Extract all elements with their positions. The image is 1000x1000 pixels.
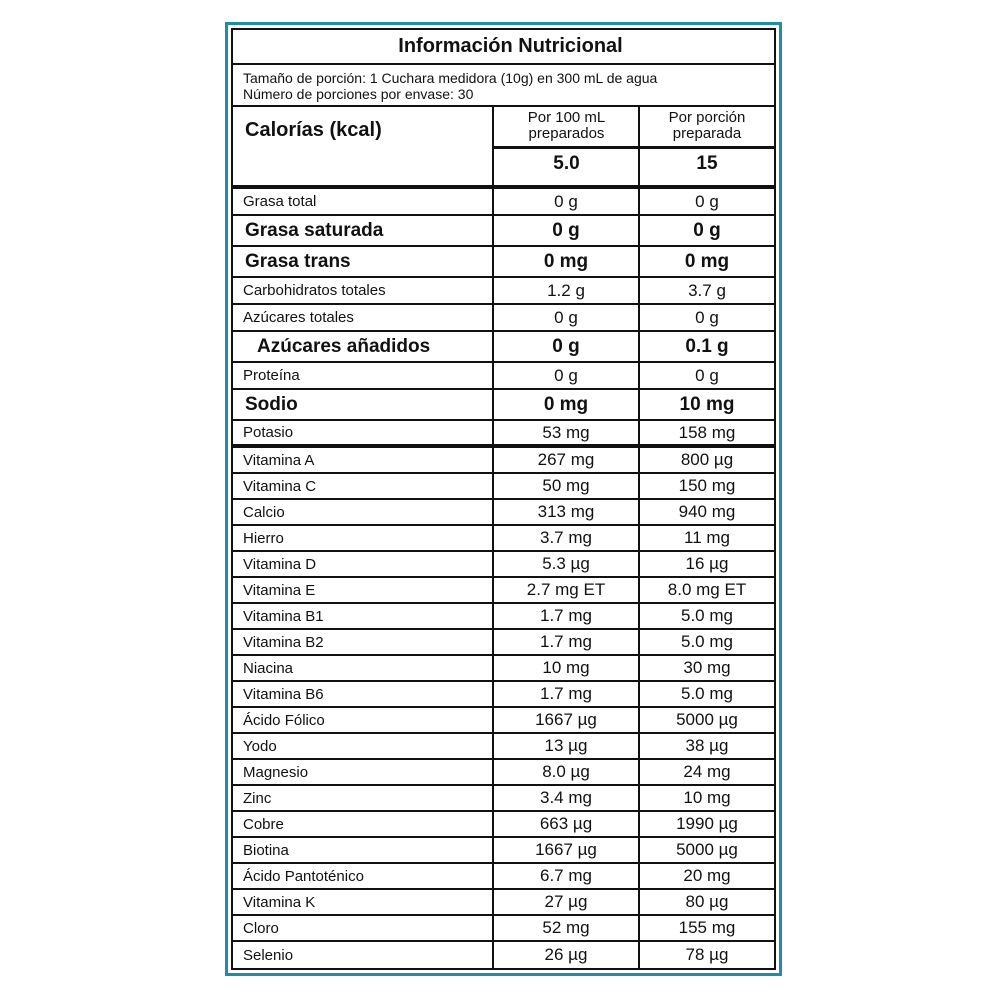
- value-per-serving: 30 mg: [638, 656, 774, 680]
- nutrient-name: Sodio: [245, 393, 298, 415]
- value-per-serving: 0 g: [638, 363, 774, 388]
- value-per-serving: 78 µg: [638, 942, 774, 968]
- value-per-100ml: 5.3 µg: [492, 552, 638, 576]
- value-per-serving: 80 µg: [638, 890, 774, 914]
- table-row: [233, 305, 774, 332]
- nutrient-name: Niacina: [243, 659, 294, 677]
- table-row: [233, 838, 774, 864]
- value-per-serving: 5000 µg: [638, 838, 774, 862]
- value-per-serving: 150 mg: [638, 474, 774, 498]
- value-per-100ml: 0 g: [492, 216, 638, 245]
- servings-per-container: Número de porciones por envase: 30: [243, 86, 474, 102]
- table-row: [233, 682, 774, 708]
- value-per-100ml: 10 mg: [492, 656, 638, 680]
- value-per-100ml: 8.0 µg: [492, 760, 638, 784]
- value-per-100ml: 13 µg: [492, 734, 638, 758]
- value-per-100ml: 2.7 mg ET: [492, 578, 638, 602]
- table-row: [233, 247, 774, 278]
- nutrient-name: Yodo: [243, 737, 277, 755]
- nutrition-label: [225, 22, 782, 976]
- value-per-serving: 5.0 mg: [638, 630, 774, 654]
- nutrient-name: Vitamina A: [243, 451, 315, 469]
- value-per-serving: 5.0 mg: [638, 682, 774, 706]
- nutrient-name: Zinc: [243, 789, 272, 807]
- table-row: [233, 363, 774, 390]
- calories-label: Calorías (kcal): [245, 119, 382, 141]
- table-row: [233, 864, 774, 890]
- serving-size: Tamaño de porción: 1 Cuchara medidora (10g) en 300 mL de agua: [243, 70, 658, 86]
- value-per-serving: 0.1 g: [638, 332, 774, 361]
- nutrition-table: [231, 28, 776, 970]
- value-per-100ml: 1667 µg: [492, 708, 638, 732]
- nutrient-name: Vitamina K: [243, 893, 316, 911]
- table-row: [233, 578, 774, 604]
- value-per-serving: 0 g: [638, 189, 774, 214]
- value-per-100ml: 1.7 mg: [492, 630, 638, 654]
- nutrient-name: Hierro: [243, 529, 284, 547]
- value-per-serving: 3.7 g: [638, 278, 774, 303]
- value-per-serving: 16 µg: [638, 552, 774, 576]
- value-per-serving: 0 g: [638, 305, 774, 330]
- value-per-100ml: 3.4 mg: [492, 786, 638, 810]
- serving-info: [233, 65, 774, 107]
- value-per-100ml: 26 µg: [492, 942, 638, 968]
- nutrient-name: Grasa trans: [245, 250, 351, 272]
- column-per-serving: [638, 107, 774, 185]
- nutrient-name: Grasa total: [243, 193, 317, 210]
- table-row: [233, 942, 774, 968]
- table-row: [233, 278, 774, 305]
- value-per-100ml: 0 mg: [492, 390, 638, 419]
- table-row: [233, 760, 774, 786]
- table-row: [233, 916, 774, 942]
- value-per-100ml: 6.7 mg: [492, 864, 638, 888]
- value-per-100ml: 0 g: [492, 332, 638, 361]
- nutrient-name: Magnesio: [243, 763, 309, 781]
- value-per-100ml: 0 mg: [492, 247, 638, 276]
- value-per-100ml: 1.2 g: [492, 278, 638, 303]
- table-row: [233, 604, 774, 630]
- value-per-100ml: 313 mg: [492, 500, 638, 524]
- table-row: [233, 216, 774, 247]
- nutrient-name: Potasio: [243, 424, 294, 441]
- table-row: [233, 474, 774, 500]
- nutrient-name: Biotina: [243, 841, 289, 859]
- nutrient-name: Calcio: [243, 503, 285, 521]
- value-per-100ml: 0 g: [492, 305, 638, 330]
- value-per-serving: 8.0 mg ET: [638, 578, 774, 602]
- table-row: [233, 656, 774, 682]
- nutrient-name: Azúcares añadidos: [257, 335, 431, 357]
- value-per-100ml: 27 µg: [492, 890, 638, 914]
- nutrient-name: Vitamina C: [243, 477, 317, 495]
- nutrient-name: Proteína: [243, 367, 300, 384]
- value-per-serving: 940 mg: [638, 500, 774, 524]
- value-per-100ml: 0 g: [492, 189, 638, 214]
- value-per-serving: 5000 µg: [638, 708, 774, 732]
- column-per-100ml: [492, 107, 639, 185]
- value-per-serving: 20 mg: [638, 864, 774, 888]
- table-row: [233, 390, 774, 421]
- nutrient-name: Cloro: [243, 919, 279, 937]
- table-row: [233, 812, 774, 838]
- nutrient-rows: [233, 189, 774, 448]
- nutrient-name: Vitamina B6: [243, 685, 324, 703]
- table-row: [233, 189, 774, 216]
- table-row: [233, 526, 774, 552]
- nutrient-name: Ácido Fólico: [243, 711, 325, 729]
- nutrient-name: Vitamina B1: [243, 607, 324, 625]
- value-per-100ml: 0 g: [492, 363, 638, 388]
- column-header-per-100ml: Por 100 mL preparados: [494, 107, 639, 149]
- value-per-serving: 0 g: [638, 216, 774, 245]
- value-per-serving: 800 µg: [638, 448, 774, 472]
- value-per-serving: 155 mg: [638, 916, 774, 940]
- table-row: [233, 890, 774, 916]
- micronutrient-rows: [233, 448, 774, 968]
- label-title: Información Nutricional: [233, 30, 774, 65]
- nutrient-name: Selenio: [243, 946, 294, 964]
- value-per-serving: 1990 µg: [638, 812, 774, 836]
- table-row: [233, 786, 774, 812]
- nutrient-name: Vitamina E: [243, 581, 316, 599]
- calories-section: [233, 107, 774, 189]
- nutrient-name: Vitamina B2: [243, 633, 324, 651]
- value-per-serving: 11 mg: [638, 526, 774, 550]
- table-row: [233, 552, 774, 578]
- value-per-100ml: 1667 µg: [492, 838, 638, 862]
- table-row: [233, 734, 774, 760]
- nutrient-name: Ácido Pantoténico: [243, 867, 364, 885]
- nutrient-name: Grasa saturada: [245, 219, 384, 241]
- value-per-100ml: 1.7 mg: [492, 682, 638, 706]
- value-per-100ml: 1.7 mg: [492, 604, 638, 628]
- value-per-100ml: 50 mg: [492, 474, 638, 498]
- nutrient-name: Vitamina D: [243, 555, 317, 573]
- table-row: [233, 448, 774, 474]
- value-per-100ml: 52 mg: [492, 916, 638, 940]
- table-row: [233, 332, 774, 363]
- value-per-100ml: 663 µg: [492, 812, 638, 836]
- value-per-serving: 158 mg: [638, 421, 774, 444]
- calories-per-100ml: 5.0: [553, 153, 580, 174]
- nutrient-name: Cobre: [243, 815, 284, 833]
- value-per-serving: 0 mg: [638, 247, 774, 276]
- value-per-100ml: 53 mg: [492, 421, 638, 444]
- nutrient-name: Azúcares totales: [243, 309, 354, 326]
- value-per-100ml: 3.7 mg: [492, 526, 638, 550]
- nutrient-name: Carbohidratos totales: [243, 282, 386, 299]
- value-per-serving: 10 mg: [638, 786, 774, 810]
- value-per-serving: 5.0 mg: [638, 604, 774, 628]
- table-row: [233, 630, 774, 656]
- calories-per-serving: 15: [696, 153, 718, 174]
- table-row: [233, 708, 774, 734]
- table-row: [233, 500, 774, 526]
- table-row: [233, 421, 774, 448]
- value-per-serving: 10 mg: [638, 390, 774, 419]
- column-header-per-serving: Por porción preparada: [640, 107, 774, 149]
- value-per-serving: 38 µg: [638, 734, 774, 758]
- value-per-serving: 24 mg: [638, 760, 774, 784]
- value-per-100ml: 267 mg: [492, 448, 638, 472]
